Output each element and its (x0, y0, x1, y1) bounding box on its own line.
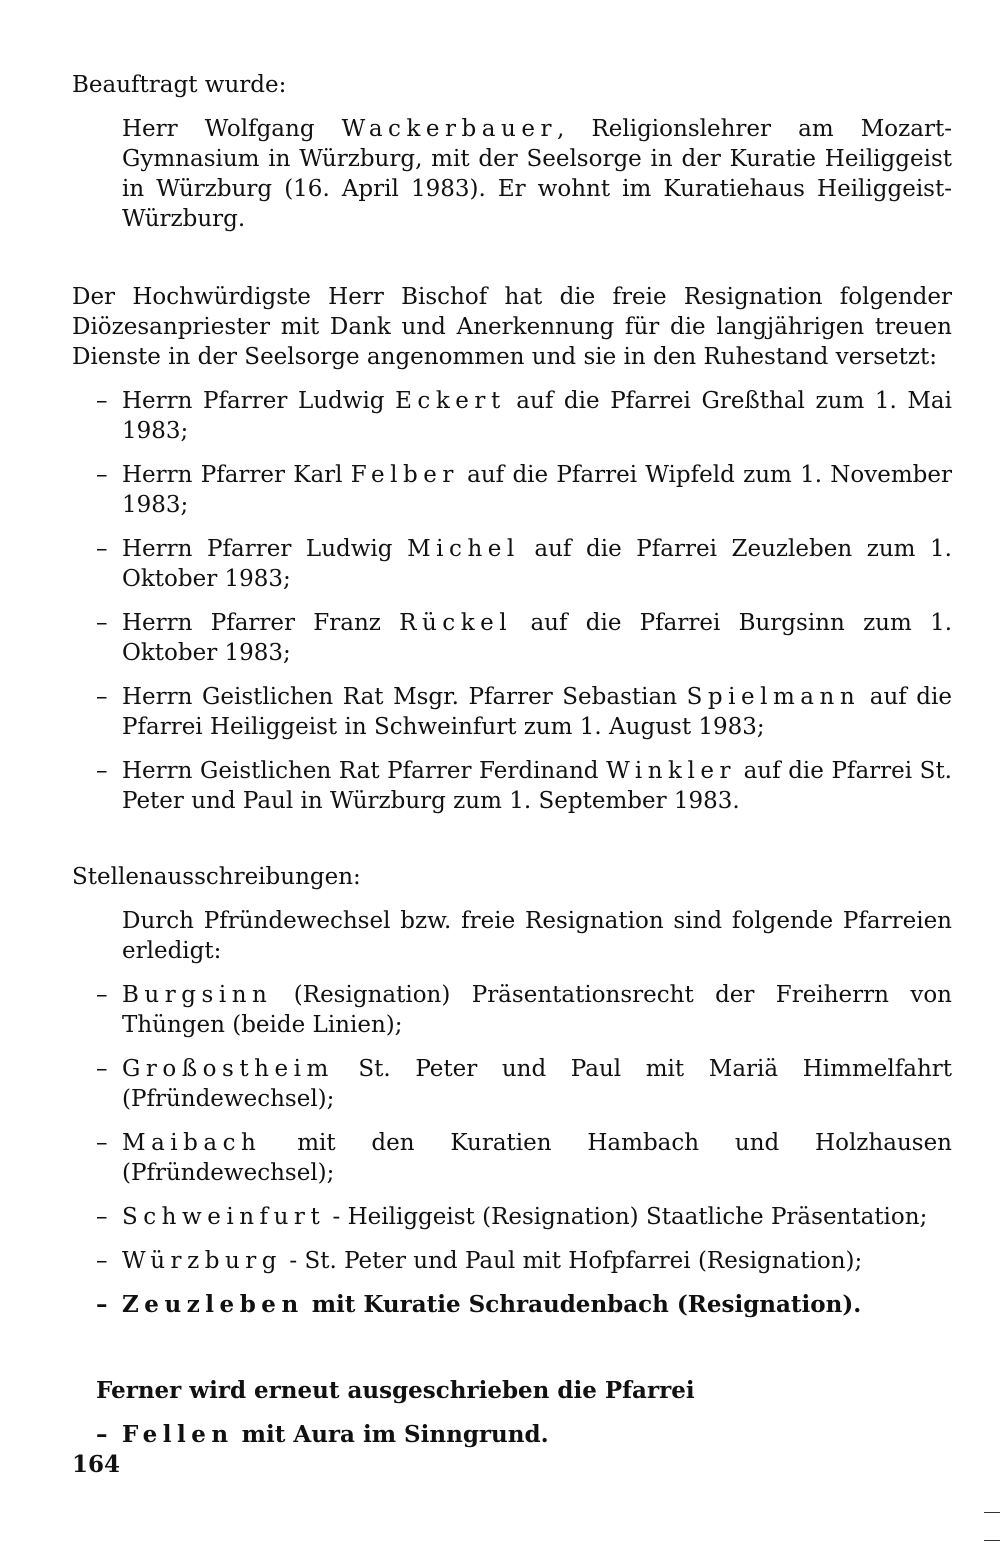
list-item (72, 460, 952, 520)
priest-name: Michel (407, 536, 520, 562)
priest-name: Spielmann (686, 684, 861, 710)
resignation-section (72, 282, 952, 830)
item-text: Herrn Geistlichen Rat Pfarrer Ferdinand (122, 758, 607, 784)
priest-name: Felber (350, 462, 459, 488)
item-text: mit Kuratie Schraudenbach (Resignation). (303, 1291, 862, 1318)
list-item (72, 1290, 952, 1320)
parish-name: Schweinfurt (122, 1204, 326, 1230)
item-text: - St. Peter und Paul mit Hofpfarrei (Resignation); (282, 1248, 863, 1274)
item-text: mit den Kuratien Hambach und Holzhausen (Pfründewechsel); (122, 1130, 952, 1186)
item-text: Herrn Pfarrer Ludwig (122, 388, 396, 414)
appointment-section (72, 70, 952, 234)
vacancies-list (72, 980, 952, 1320)
item-text: auf die Pfarrei Burgsinn zum 1. Oktober 1983; (122, 610, 953, 666)
item-text: Herrn Pfarrer Karl (122, 462, 351, 488)
list-item (72, 1202, 952, 1232)
resignation-list (72, 386, 952, 816)
parish-name: Zeuzleben (122, 1291, 304, 1318)
list-item (72, 682, 952, 742)
item-text: St. Peter und Paul mit Mariä Himmelfahrt (Pfründewechsel); (122, 1056, 952, 1112)
item-text: (Resignation) Präsentationsrecht der Freiherrn von Thüngen (beide Linien); (122, 982, 952, 1038)
item-text: Herrn Geistlichen Rat Msgr. Pfarrer Sebastian (122, 684, 687, 710)
item-text: auf die Pfarrei Wipfeld zum 1. November 1983; (122, 462, 952, 518)
list-item (72, 1246, 952, 1276)
list-item (72, 1054, 952, 1114)
readvertisement-list (72, 1420, 952, 1450)
vacancies-section (72, 862, 952, 1334)
appointment-paragraph (122, 114, 952, 234)
list-item (72, 980, 952, 1040)
list-item (72, 1128, 952, 1188)
item-text: - Heiliggeist (Resignation) Staatliche Präsentation; (325, 1204, 928, 1230)
item-text: auf die Pfarrei Greßthal zum 1. Mai 1983; (122, 388, 952, 444)
item-text: auf die Pfarrei Zeuzleben zum 1. Oktober 1983; (122, 536, 952, 592)
list-item (72, 608, 952, 668)
item-text: Herrn Pfarrer Franz (122, 610, 400, 636)
priest-name: Rückel (399, 610, 513, 636)
appointment-text-post: , Religionslehrer am Mozart-Gymnasium in Würzburg, mit der Seelsorge in der Kuratie Heiliggeist in Würzburg (16. April 1983). Er wohnt im Kuratiehaus Heiliggeist-Würzburg. (122, 116, 952, 232)
parish-name: Fellen (122, 1421, 234, 1448)
item-text: auf die Pfarrei Heiliggeist in Schweinfurt zum 1. August 1983; (122, 684, 952, 740)
parish-name: Großostheim (122, 1056, 334, 1082)
page-number: 164 (72, 1451, 121, 1478)
parish-name: Burgsinn (122, 982, 273, 1008)
priest-name: Winkler (606, 758, 737, 784)
appointment-heading: Beauftragt wurde: (72, 72, 287, 98)
edge-mark (984, 1540, 1000, 1541)
list-item (72, 386, 952, 446)
appointee-name: Wackerbauer (341, 116, 558, 142)
list-item (72, 534, 952, 594)
parish-name: Würzburg (122, 1248, 283, 1274)
readvertisement-section (72, 1376, 952, 1464)
appointment-text-pre: Herr Wolfgang (122, 116, 342, 142)
list-item (72, 756, 952, 816)
vacancies-heading: Stellenausschreibungen: (72, 864, 361, 890)
item-text: mit Aura im Sinngrund. (233, 1421, 549, 1448)
readvertisement-intro: Ferner wird erneut ausgeschrieben die Pfarrei (96, 1377, 695, 1404)
priest-name: Eckert (395, 388, 506, 414)
edge-mark (984, 1512, 1000, 1513)
item-text: Herrn Pfarrer Ludwig (122, 536, 408, 562)
vacancies-intro: Durch Pfründewechsel bzw. freie Resignation sind folgende Pfarreien erledigt: (122, 908, 952, 964)
item-text: auf die Pfarrei St. Peter und Paul in Würzburg zum 1. September 1983. (122, 758, 952, 814)
resignation-intro: Der Hochwürdigste Herr Bischof hat die freie Resignation folgender Diözesanpriester mit Dank und Anerkennung für die langjährigen treuen Dienste in der Seelsorge angenommen und sie in den Ruhestand versetzt: (72, 284, 952, 370)
list-item (72, 1420, 952, 1450)
parish-name: Maibach (122, 1130, 262, 1156)
